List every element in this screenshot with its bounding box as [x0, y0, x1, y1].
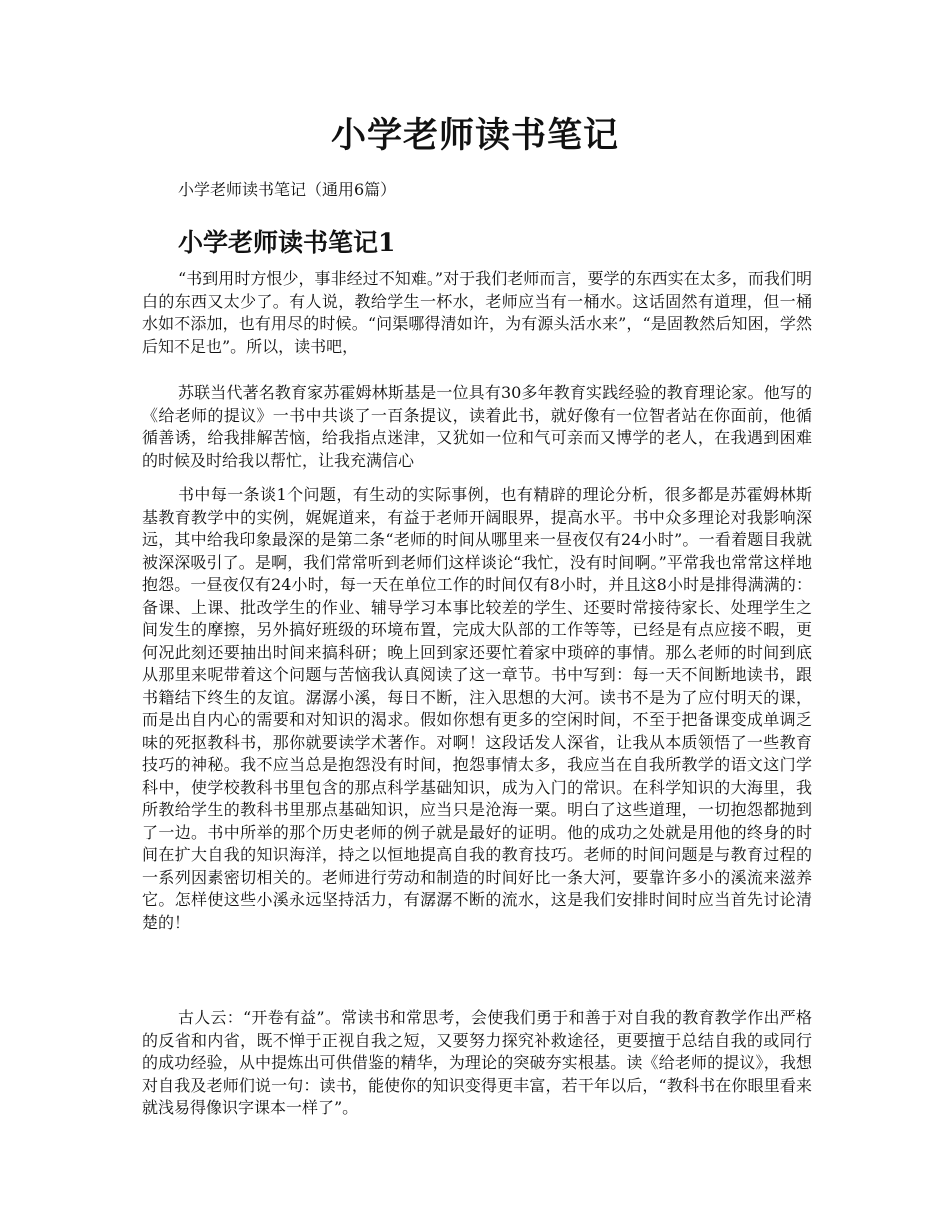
paragraph: 古人云：“开卷有益”。常读书和常思考，会使我们勇于和善于对自我的教育教学作出严格的反省和内省，既不惮于正视自我之短，又要努力探究补救途径，更要擅于总结自我的或同行的成功经验，从中提炼出可供借鉴的精华，为理论的突破夯实根基。读《给老师的提议》，我想对自我及老师们说一句：读书，能使你的知识变得更丰富，若干年以后，“教科书在你眼里看来就浅易得像识字课本一样了”。	[142, 1008, 812, 1117]
document-title: 小学老师读书笔记	[330, 115, 619, 156]
section-heading: 小学老师读书笔记1	[178, 228, 396, 257]
paragraph: 书中每一条谈1个问题，有生动的实际事例，也有精辟的理论分析，很多都是苏霍姆林斯基教育教学中的实例，娓娓道来，有益于老师开阔眼界，提高水平。书中众多理论对我影响深远，其中给我印象最深的是第二条“老师的时间从哪里来一昼夜仅有24小时”。一看着题目我就被深深吸引了。是啊，我们常常听到老师们这样谈论“我忙，没有时间啊。”平常我也常常这样地抱怨。一昼夜仅有24小时，每一天在单位工作的时间仅有8小时，并且这8小时是排得满满的：备课、上课、批改学生的作业、辅导学习本事比较差的学生、还要时常接待家长、处理学生之间发生的摩擦，另外搞好班级的环境布置，完成大队部的工作等等，已经是有点应接不暇，更何况此刻还要抽出时间来搞科研；晚上回到家还要忙着家中琐碎的事情。那么老师的时间到底从那里来呢带着这个问题与苦恼我认真阅读了这一章节。书中写到：每一天不间断地读书，跟书籍结下终生的友谊。潺潺小溪，每日不断，注入思想的大河。读书不是为了应付明天的课，而是出自内心的需要和对知识的渴求。假如你想有更多的空闲时间，不至于把备课变成单调乏味的死抠教科书，那你就要读学术著作。对啊！这段话发人深省，让我从本质领悟了一些教育技巧的神秘。我不应当总是抱怨没有时间，抱怨事情太多，我应当在自我所教学的语文这门学科中，使学校教科书里包含的那点科学基础知识，成为入门的常识。在科学知识的大海里，我所教给学生的教科书里那点基础知识，应当只是沧海一粟。明白了这些道理，一切抱怨都抛到了一边。书中所举的那个历史老师的例子就是最好的证明。他的成功之处就是用他的终身的时间在扩大自我的知识海洋，持之以恒地提高自我的教育技巧。老师的时间问题是与教育过程的一系列因素密切相关的。老师进行劳动和制造的时间好比一条大河，要靠许多小的溪流来滋养它。怎样使这些小溪永远坚持活力，有潺潺不断的流水，这是我们安排时间时应当首先讨论清楚的！	[142, 485, 812, 932]
paragraph: “书到用时方恨少，事非经过不知难。”对于我们老师而言，要学的东西实在太多，而我们明白的东西又太少了。有人说，教给学生一杯水，老师应当有一桶水。这话固然有道理，但一桶水如不添加，也有用尽的时候。“问渠哪得清如许，为有源头活水来”，“是固教然后知困，学然后知不足也”。所以，读书吧，	[142, 269, 812, 356]
document-subtitle: 小学老师读书笔记（通用6篇）	[178, 180, 397, 199]
paragraph: 苏联当代著名教育家苏霍姆林斯基是一位具有30多年教育实践经验的教育理论家。他写的《给老师的提议》一书中共谈了一百条提议，读着此书，就好像有一位智者站在你面前，他循循善诱，给我排解苦恼，给我指点迷津，又犹如一位和气可亲而又博学的老人，在我遇到困难的时候及时给我以帮忙，让我充满信心	[142, 383, 812, 470]
